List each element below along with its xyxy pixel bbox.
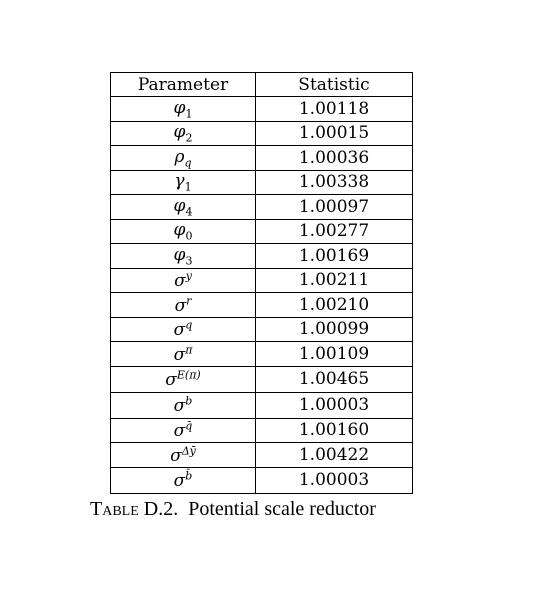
header-statistic: Statistic bbox=[256, 73, 413, 97]
symbol-base: φ bbox=[173, 195, 186, 216]
parameter-symbol bbox=[174, 245, 193, 265]
parameter-cell bbox=[111, 195, 256, 220]
table-row bbox=[111, 219, 413, 244]
potential-scale-reductor-table bbox=[110, 72, 413, 494]
parameter-cell bbox=[111, 342, 256, 367]
statistic-cell: 1.00036 bbox=[256, 146, 413, 171]
symbol-base: σ bbox=[173, 395, 186, 416]
parameter-symbol bbox=[173, 220, 193, 243]
table-row bbox=[111, 418, 413, 443]
symbol-superscript: q̄ bbox=[185, 419, 193, 433]
parameter-symbol bbox=[174, 293, 192, 316]
symbol-superscript: r bbox=[186, 293, 192, 307]
statistic-cell: 1.00118 bbox=[256, 97, 413, 122]
symbol-superscript: b bbox=[185, 394, 193, 408]
table-row bbox=[111, 146, 413, 171]
parameter-cell bbox=[111, 219, 256, 244]
symbol-base: σ bbox=[173, 470, 186, 491]
parameter-cell bbox=[111, 293, 256, 318]
statistic-cell: 1.00277 bbox=[256, 219, 413, 244]
symbol-superscript: E(π) bbox=[176, 368, 201, 382]
parameter-cell bbox=[111, 170, 256, 195]
symbol-subscript: q bbox=[184, 155, 192, 169]
symbol-base: σ bbox=[174, 271, 186, 292]
table-row bbox=[111, 244, 413, 269]
parameter-cell bbox=[111, 268, 256, 293]
symbol-subscript: 4 bbox=[185, 204, 193, 218]
symbol-base: φ bbox=[173, 97, 186, 118]
parameter-cell bbox=[111, 392, 256, 418]
parameter-cell bbox=[111, 121, 256, 146]
symbol-base: σ bbox=[173, 320, 186, 341]
parameter-symbol bbox=[170, 443, 196, 466]
table-row bbox=[111, 170, 413, 195]
symbol-base: σ bbox=[170, 445, 182, 466]
table-row bbox=[111, 317, 413, 342]
parameter-symbol bbox=[173, 342, 193, 365]
statistic-cell: 1.00211 bbox=[256, 268, 413, 293]
table-row bbox=[111, 467, 413, 493]
symbol-subscript: 2 bbox=[185, 131, 193, 145]
statistic-cell: 1.00465 bbox=[256, 366, 413, 392]
table-row bbox=[111, 268, 413, 293]
parameter-symbol bbox=[174, 196, 193, 216]
parameter-cell bbox=[111, 366, 256, 392]
parameter-symbol bbox=[174, 320, 193, 340]
parameter-symbol bbox=[174, 271, 192, 291]
table-row bbox=[111, 392, 413, 418]
parameter-cell bbox=[111, 97, 256, 122]
statistic-cell: 1.00003 bbox=[256, 392, 413, 418]
table-row bbox=[111, 443, 413, 468]
caption-text: Potential scale reductor bbox=[188, 498, 376, 520]
statistic-cell: 1.00338 bbox=[256, 170, 413, 195]
results-table-container bbox=[110, 72, 412, 494]
symbol-subscript: 1 bbox=[185, 106, 193, 120]
symbol-superscript: q bbox=[185, 318, 193, 332]
caption-label: Table D.2. bbox=[90, 498, 179, 520]
parameter-cell bbox=[111, 317, 256, 342]
parameter-symbol bbox=[173, 122, 193, 145]
symbol-base: σ bbox=[174, 295, 187, 316]
symbol-superscript: π bbox=[185, 342, 193, 356]
symbol-base: σ bbox=[173, 421, 186, 442]
table-body bbox=[111, 97, 413, 494]
statistic-cell: 1.00003 bbox=[256, 467, 413, 493]
statistic-cell: 1.00099 bbox=[256, 317, 413, 342]
table-row bbox=[111, 366, 413, 392]
symbol-superscript: b̄ bbox=[185, 469, 193, 483]
table-row bbox=[111, 97, 413, 122]
statistic-cell: 1.00109 bbox=[256, 342, 413, 367]
table-row bbox=[111, 195, 413, 220]
symbol-base: φ bbox=[173, 220, 186, 241]
statistic-cell: 1.00210 bbox=[256, 293, 413, 318]
symbol-base: γ bbox=[174, 171, 185, 192]
statistic-cell: 1.00097 bbox=[256, 195, 413, 220]
table-row bbox=[111, 342, 413, 367]
symbol-subscript: 0 bbox=[185, 229, 193, 243]
symbol-subscript: 1 bbox=[184, 180, 192, 194]
parameter-symbol bbox=[174, 396, 193, 416]
statistic-cell: 1.00015 bbox=[256, 121, 413, 146]
table-row bbox=[111, 121, 413, 146]
table-row bbox=[111, 293, 413, 318]
parameter-symbol bbox=[174, 421, 193, 441]
statistic-cell: 1.00169 bbox=[256, 244, 413, 269]
parameter-symbol bbox=[174, 471, 193, 491]
parameter-symbol bbox=[174, 98, 193, 118]
parameter-symbol bbox=[174, 171, 192, 194]
symbol-base: σ bbox=[165, 369, 177, 390]
symbol-base: σ bbox=[173, 344, 186, 365]
parameter-cell bbox=[111, 244, 256, 269]
parameter-cell bbox=[111, 443, 256, 468]
statistic-cell: 1.00160 bbox=[256, 418, 413, 443]
parameter-cell bbox=[111, 418, 256, 443]
symbol-superscript: Δȳ bbox=[181, 443, 196, 457]
parameter-cell bbox=[111, 467, 256, 493]
statistic-cell: 1.00422 bbox=[256, 443, 413, 468]
symbol-base: ρ bbox=[174, 146, 185, 167]
parameter-symbol bbox=[174, 147, 191, 167]
parameter-symbol bbox=[165, 370, 200, 390]
parameter-cell bbox=[111, 146, 256, 171]
symbol-base: φ bbox=[173, 244, 186, 265]
table-caption bbox=[90, 498, 376, 521]
header-parameter: Parameter bbox=[111, 73, 256, 97]
symbol-base: φ bbox=[173, 122, 186, 143]
symbol-superscript: y bbox=[185, 269, 192, 283]
table-header-row bbox=[111, 73, 413, 97]
symbol-subscript: 3 bbox=[185, 253, 193, 267]
